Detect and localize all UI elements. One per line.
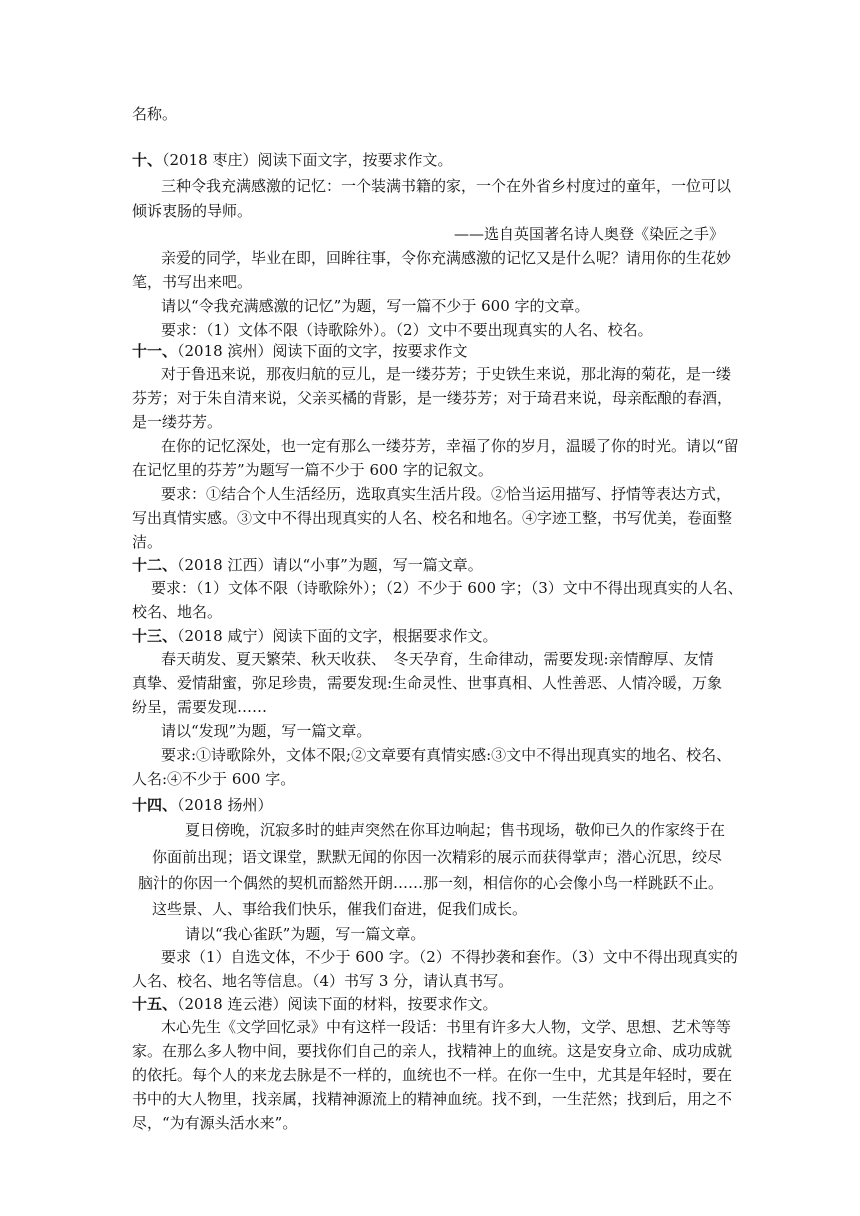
text-line: 真挚、爱情甜蜜，弥足珍贵，需要发现:生命灵性、世事真相、人性善恶、人情冷暖，万象 <box>132 674 723 692</box>
text-line: 在记忆里的芬芳”为题写一篇不少于 600 字的记叙文。 <box>132 461 493 479</box>
text-line: 请以“我心雀跃”为题，写一篇文章。 <box>185 925 426 943</box>
text-line: 家。在那么多人物中间，要找你们自己的亲人，找精神上的血统。这是安身立命、成功成就 <box>132 1042 733 1060</box>
text-line: 春天萌发、夏天繁荣、秋天收获、 冬天孕育，生命律动，需要发现:亲情醇厚、友情 <box>161 650 714 668</box>
text-line: 尽，“为有源头活水来”。 <box>132 1114 298 1132</box>
text-line: 书中的大人物里，找亲属，找精神源流上的精神血统。找不到，一生茫然；找到后，用之不 <box>132 1090 733 1108</box>
text-line: 是一缕芬芳。 <box>132 413 223 431</box>
text-line: 名称。 <box>132 105 178 123</box>
text-line: 人名:④不少于 600 字。 <box>132 770 296 788</box>
text-line: 要求:①诗歌除外，文体不限;②文章要有真情实感:③文中不得出现真实的地名、校名、 <box>161 746 732 764</box>
question-number: 十五、 <box>132 995 178 1013</box>
text-line: 倾诉衷肠的导师。 <box>132 202 253 220</box>
text-line: 的依托。每个人的来龙去脉是不一样的，血统也不一样。在你一生中，尤其是年轻时，要在 <box>132 1066 733 1084</box>
text-line: 这些景、人、事给我们快乐，催我们奋进，促我们成长。 <box>152 900 528 918</box>
text-line: 对于鲁迅来说，那夜归航的豆儿，是一缕芬芳；于史铁生来说，那北海的菊花，是一缕 <box>161 365 732 383</box>
text-line: 要求（1）自选文体，不少于 600 字。（2）不得抄袭和套作。（3）文中不得出现真实的 <box>161 948 738 966</box>
text-line: 三种令我充满感激的记忆：一个装满书籍的家，一个在外省乡村度过的童年，一位可以 <box>161 177 732 195</box>
question-heading: 十四、（2018 扬州） <box>132 796 273 814</box>
question-heading: 十、（2018 枣庄）阅读下面文字，按要求作文。 <box>132 151 453 169</box>
text-line: 请以“令我充满感激的记忆”为题，写一篇不少于 600 字的文章。 <box>161 297 590 315</box>
question-heading: 十二、（2018 江西）请以“小事”为题，写一篇文章。 <box>132 556 483 574</box>
question-heading: 十三、（2018 咸宁）阅读下面的文字，根据要求作文。 <box>132 627 498 645</box>
text-line: 洁。 <box>132 533 163 551</box>
text-line: 人名、校名、地名等信息。（4）书写 3 分，请认真书写。 <box>132 972 514 990</box>
text-line: 亲爱的同学，毕业在即，回眸往事，令你充满感激的记忆又是什么呢？请用你的生花妙 <box>161 249 732 267</box>
question-heading: 十五、（2018 连云港）阅读下面的材料，按要求作文。 <box>132 995 498 1013</box>
text-line: 写出真情实感。③文中不得出现真实的人名、校名和地名。④字迹工整，书写优美，卷面整 <box>132 509 733 527</box>
question-number: 十三、 <box>132 627 178 645</box>
text-line: 木心先生《文学回忆录》中有这样一段话：书里有许多大人物，文学、思想、艺术等等 <box>161 1018 732 1036</box>
text-line: 笔，书写出来吧。 <box>132 273 253 291</box>
text-line: 脑汁的你因一个偶然的契机而豁然开朗……那一刻，相信你的心会像小鸟一样跳跃不止。 <box>138 874 724 892</box>
text-line: 在你的记忆深处，也一定有那么一缕芬芳，幸福了你的岁月，温暖了你的时光。请以“留 <box>161 437 739 455</box>
text-line: 纷呈，需要发现…… <box>132 698 268 716</box>
text-line: 夏日傍晚，沉寂多时的蛙声突然在你耳边响起；售书现场，敬仰已久的作家终于在 <box>185 821 726 839</box>
text-line: 你面前出现；语文课堂，默默无闻的你因一次精彩的展示而获得掌声；潜心沉思，绞尽 <box>152 848 723 866</box>
text-line: 要求：（1）文体不限（诗歌除外）；（2）不少于 600 字；（3）文中不得出现真实的人名、 <box>151 579 743 597</box>
question-number: 十二、 <box>132 556 178 574</box>
text-line: 要求：（1）文体不限（诗歌除外）。（2）文中不要出现真实的人名、校名。 <box>161 321 653 339</box>
question-heading: 十一、（2018 滨州）阅读下面的文字，按要求作文 <box>132 342 468 360</box>
question-number: 十四、 <box>132 796 178 814</box>
text-line: 请以“发现”为题，写一篇文章。 <box>161 722 372 740</box>
question-number: 十、 <box>132 151 163 169</box>
text-line: 校名、地名。 <box>132 603 223 621</box>
text-line: 芬芳；对于朱自清来说，父亲买橘的背影，是一缕芬芳；对于琦君来说，母亲酝酿的春酒， <box>132 389 733 407</box>
citation: ——选自英国著名诗人奥登《染匠之手》 <box>453 225 724 243</box>
text-line: 要求：①结合个人生活经历，选取真实生活片段。②恰当运用描写、抒情等表达方式， <box>161 485 732 503</box>
question-number: 十一、 <box>132 342 178 360</box>
